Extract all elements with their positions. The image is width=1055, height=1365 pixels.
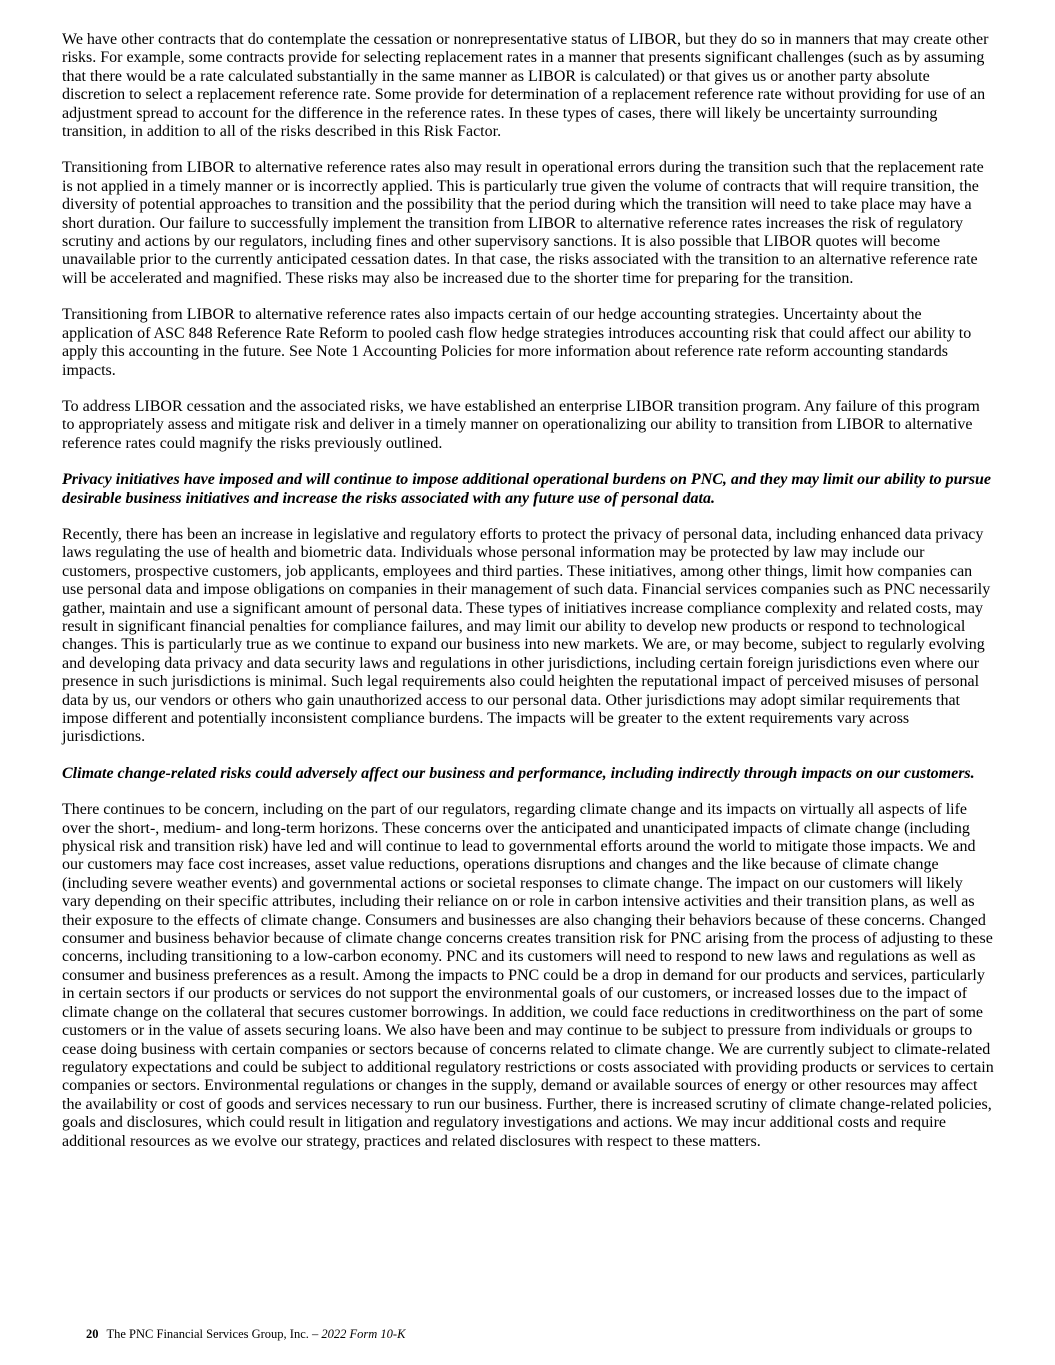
heading-climate-risks: Climate change-related risks could adversely affect our business and performance, including indirectly through impacts on our customers. (62, 764, 975, 782)
paragraph-libor-operational-errors: Transitioning from LIBOR to alternative reference rates also may result in operational errors during the transition such that the replacement rate is not applied in a timely manner or is incorrectly applied. This is particularly true given the volume of contracts that will require transition, the diversity of potential approaches to transition and the possibility that the period during which the transition will need to take place may have a short duration. Our failure to successfully implement the transition from LIBOR to alternative reference rates increases the risk of regulatory scrutiny and actions by our regulators, including fines and other supervisory sanctions. It is also possible that LIBOR quotes will become unavailable prior to the currently anticipated cessation dates. In that case, the risks associated with the transition to an alternative reference rate will be accelerated and magnified. These risks may also be increased due to the shorter time for preparing for the transition. (62, 159, 984, 287)
paragraph-climate: There continues to be concern, including on the part of our regulators, regarding climate change and its impacts on virtually all aspects of life over the short-, medium- and long-term horizons. These concerns over the anticipated and unanticipated impacts of climate change (including physical risk and transition risk) have led and will continue to lead to governmental efforts around the world to mitigate those impacts. We and our customers may face cost increases, asset value reductions, operations disruptions and changes and the like because of climate change (including severe weather events) and governmental actions or societal responses to climate change. The impact on our customers will likely vary depending on their specific attributes, including their reliance on or role in carbon intensive activities and their transition plans, as well as their exposure to the effects of climate change. Consumers and businesses are also changing their behaviors because of these concerns. Changed consumer and business behavior because of climate change concerns creates transition risk for PNC arising from the process of adjusting to these concerns, including transitioning to a low-carbon economy. PNC and its customers will need to respond to new laws and regulations as well as consumer and business preferences as a result. Among the impacts to PNC could be a drop in demand for our products and services, particularly in certain sectors if our products or services do not support the environmental goals of our customers, or increased losses due to the impact of climate change on the collateral that secures customer borrowings. In addition, we could face reductions in creditworthiness on the part of some customers or in the value of assets securing loans. We also have been and may continue to be subject to pressure from individuals or groups to cease doing business with certain companies or sectors because of concerns related to climate change. We are currently subject to climate-related regulatory expectations and could be subject to additional regulatory restrictions or costs associated with providing products or services to certain companies or sectors. Environmental regulations or changes in the supply, demand or available sources of energy or other resources may affect the availability or cost of goods and services necessary to run our business. Further, there is increased scrutiny of climate change-related policies, goals and disclosures, which could result in litigation and regulatory investigations and actions. We may incur additional costs and require additional resources as we evolve our strategy, practices and related disclosures with respect to these matters. (62, 801, 994, 1150)
paragraph-privacy: Recently, there has been an increase in legislative and regulatory efforts to protect the privacy of personal data, including enhanced data privacy laws regulating the use of health and biometric data. Individuals whose personal information may be protected by law may include our customers, prospective customers, job applicants, employees and third parties. These initiatives, among other things, limit how companies can use personal data and impose obligations on companies in their management of such data. Financial services companies such as PNC necessarily gather, maintain and use a significant amount of personal data. These types of initiatives increase compliance complexity and related costs, may result in significant financial penalties for compliance failures, and may limit our ability to develop new products or respond to technological changes. This is particularly true as we continue to expand our business into new markets. We are, or may become, subject to regularly evolving and developing data privacy and data security laws and regulations in other jurisdictions, including certain foreign jurisdictions even where our presence in such jurisdictions is minimal. Such legal requirements also could heighten the reputational impact of perceived misuses of personal data by us, our vendors or others who gain unauthorized access to our personal data. Other jurisdictions may adopt similar requirements that impose different and potentially inconsistent compliance burdens. The impacts will be greater to the extent requirements vary across jurisdictions. (62, 525, 991, 746)
paragraph-libor-contracts: We have other contracts that do contemplate the cessation or nonrepresentative status of LIBOR, but they do so in manners that may create other risks. For example, some contracts provide for selecting replacement rates in a manner that presents significant challenges (such as by assuming that there would be a rate calculated substantially in the same manner as LIBOR is calculated) or that gives us or another party absolute discretion to select a replacement reference rate. Some provide for determination of a replacement reference rate without providing for use of an adjustment spread to account for the difference in the reference rates. In these types of cases, there will likely be uncertainty surrounding transition, in addition to all of the risks described in this Risk Factor. (62, 31, 989, 141)
paragraph-libor-hedge-accounting: Transitioning from LIBOR to alternative reference rates also impacts certain of our hedge accounting strategies. Uncertainty about the application of ASC 848 Reference Rate Reform to pooled cash flow hedge strategies introduces accounting risk that could affect our ability to apply this accounting in the future. See Note 1 Accounting Policies for more information about reference rate reform accounting standards impacts. (62, 306, 972, 379)
footer-form: 2022 Form 10-K (321, 1327, 406, 1341)
footer-company: The PNC Financial Services Group, Inc. – (106, 1327, 322, 1341)
paragraph-libor-transition-program: To address LIBOR cessation and the associated risks, we have established an enterprise LIBOR transition program. Any failure of this program to appropriately assess and mitigate risk and deliver in a timely manner on operationalizing our ability to transition from LIBOR to alternative reference rates could magnify the risks previously outlined. (62, 397, 980, 452)
page-footer (86, 1326, 405, 1342)
page-number: 20 (86, 1327, 99, 1341)
heading-privacy-initiatives: Privacy initiatives have imposed and will continue to impose additional operational burdens on PNC, and they may limit our ability to pursue desirable business initiatives and increase the risks associated with any future use of personal data. (62, 471, 991, 507)
document-body (62, 31, 994, 1169)
